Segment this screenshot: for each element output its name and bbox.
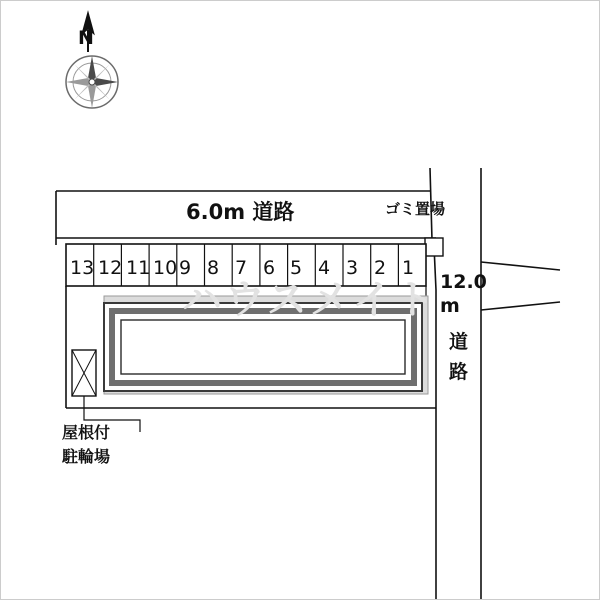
compass-north-label: N bbox=[78, 27, 94, 49]
trash-area-marker bbox=[425, 238, 443, 256]
stall-number: 5 bbox=[289, 257, 303, 279]
stall-number: 1 bbox=[401, 257, 415, 279]
right-road-name-char2: 路 bbox=[449, 361, 469, 383]
stall-number: 6 bbox=[262, 257, 276, 279]
stall-number: 7 bbox=[234, 257, 248, 279]
right-road-width-label: 12.0 bbox=[440, 271, 487, 293]
building-footprint bbox=[104, 296, 428, 394]
stall-number: 8 bbox=[206, 257, 220, 279]
stall-number: 10 bbox=[153, 257, 178, 279]
bike-parking-label-line2: 駐輪場 bbox=[62, 447, 111, 466]
right-road-unit-label: m bbox=[440, 295, 460, 317]
stall-number: 2 bbox=[373, 257, 387, 279]
stall-number: 12 bbox=[98, 257, 123, 279]
right-road-outline bbox=[430, 168, 560, 600]
stall-number: 11 bbox=[126, 257, 151, 279]
right-road-name-char1: 道 bbox=[449, 331, 469, 353]
stall-number: 4 bbox=[317, 257, 331, 279]
bike-parking-label-line1: 屋根付 bbox=[62, 423, 111, 442]
trash-area-label: ゴミ置場 bbox=[385, 200, 446, 218]
stall-number: 3 bbox=[345, 257, 359, 279]
stall-number: 13 bbox=[70, 257, 95, 279]
watermark: ハウスメイト bbox=[182, 277, 438, 323]
top-road-label: 6.0m 道路 bbox=[186, 200, 295, 224]
stall-number: 9 bbox=[178, 257, 192, 279]
